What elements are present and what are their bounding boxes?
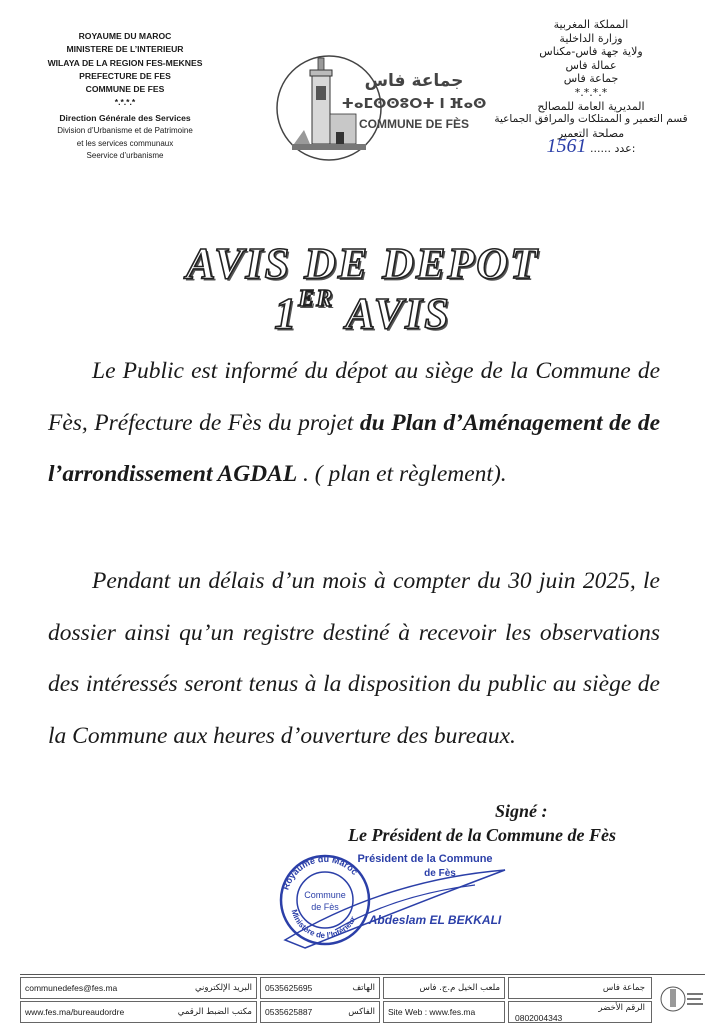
notice-number-suffix: ER [298,286,335,312]
service-label-ar: مصلحة التعمير [557,126,625,140]
kingdom-label-ar: المملكة المغربية [553,18,629,31]
logo-tifinagh-text: ⵜⴰⵎⵙⵙⵓⵔⵜ ⵏ ⴼⴰⵙ [341,96,487,112]
footer-row-1 [20,977,705,999]
stamp-president-line2: de Fès [424,868,456,879]
footer-email-box [20,977,257,999]
stamp-signatory-name: Abdeslam EL BEKKALI [368,913,502,927]
footer-fax: 0535625887 [265,1007,313,1017]
services-label: et les services communaux [76,138,174,148]
footer-fax-box [260,1001,380,1023]
paragraph-2: Pendant un délais d’un mois à compter du 30 juin 2025, le dossier ainsi qu’un registre destiné à recevoir les observations des intéressés seront tenus à la disposition du public au siège de la Commune aux heures d’ouverture des bureaux. [48,568,660,749]
stamp-center-line2: de Fès [311,902,339,912]
footer-address: ملعب الخيل م.ج. فاس [419,983,500,993]
header-right-block [471,18,711,156]
division-label-ar: قسم التعمير و الممتلكات والمرافق الجماعية [494,113,688,126]
stamp-center-line1: Commune [304,890,346,900]
stamp-ring-text: Royaume du Maroc [280,853,360,892]
reference-number: 1561 ...... عدد: [546,135,636,158]
stamp-ring-text-2: Ministère de l’Intérieur [289,908,358,941]
prefecture-label: PREFECTURE DE FES [79,70,171,81]
footer-row-2 [20,1001,705,1023]
notice-title: AVIS DE DEPOT [186,239,539,288]
wilaya-label: WILAYA DE LA REGION FES-MEKNES [47,57,203,68]
logo-latin-text: COMMUNE DE FÈS [358,117,470,131]
footer-web-label: مكتب الضبط الرقمي [177,1007,252,1017]
direction-label-ar: المديرية العامة للمصالح [537,99,645,113]
official-stamp [275,840,515,960]
header-left-block [20,30,230,163]
paragraph-1-part1: Le Public est informé du dépot au siège de la Commune de Fès, Préfecture de Fès du projet [48,358,660,436]
notice-number: 1 [274,289,299,338]
notice-subtitle-word: AVIS [345,289,451,338]
commune-label: COMMUNE DE FES [85,84,165,95]
footer-green-box [508,1001,652,1023]
prefecture-label-ar: عمالة فاس [565,58,617,72]
service-urbanisme-label: Seervice d’urbanisme [86,151,164,161]
footer-web: www.fes.ma/bureaudordre [25,1007,125,1017]
footer-web-box [20,1001,257,1023]
footer-green-number: 0802004343 [515,1013,563,1023]
president-title: Le Président de la Commune de Fès [348,825,616,845]
ministry-label-ar: وزارة الداخلية [559,31,623,45]
reference-number-value: 1561 [546,135,587,158]
notice-subtitle [0,288,725,339]
footer-email-label: البريد الإلكتروني [194,983,252,993]
division-label: Division d’Urbanisme et de Patrimoine [57,126,193,136]
logo-arabic-text: جماعة فاس [364,71,464,91]
reference-number-label: عدد [614,142,632,156]
footer-phone: 0535625695 [265,983,313,993]
kingdom-label: ROYAUME DU MAROC [78,31,172,41]
footer-site-box [383,1001,505,1023]
stars-separator-ar: *.*.*.* [574,85,608,99]
footer-site: Site Web : www.fes.ma [388,1007,476,1017]
paragraph-1-bold: du Plan d’Aménagement de de l’arrondissement AGDAL [48,409,661,487]
footer-green-label: الرقم الأخضر [598,1003,645,1013]
commune-label-ar: جماعة فاس [563,72,619,86]
signed-label: Signé : [495,801,548,821]
footer-address-box [383,977,505,999]
commune-logo [274,52,487,162]
footer-fax-label: الفاكس [348,1007,375,1017]
direction-label: Direction Générale des Services [59,112,191,123]
paragraph-1 [48,346,660,501]
footer-commune-name: جماعة فاس [602,983,645,993]
footer-name-box [508,977,652,999]
paragraph-1-part2: . ( plan et règlement). [297,461,507,487]
ministry-label: MINISTERE DE L’INTERIEUR [66,44,184,55]
stamp-president-line1: Président de la Commune [357,853,493,865]
footer-logo-icon [659,979,705,1019]
stars-separator: *.*.*.* [114,97,136,108]
wilaya-label-ar: ولاية جهة فاس-مكناس [539,45,643,59]
footer-phone-box [260,977,380,999]
footer [20,974,705,1023]
footer-phone-label: الهاتف [352,983,375,993]
footer-email: communedefes@fes.ma [25,983,118,993]
